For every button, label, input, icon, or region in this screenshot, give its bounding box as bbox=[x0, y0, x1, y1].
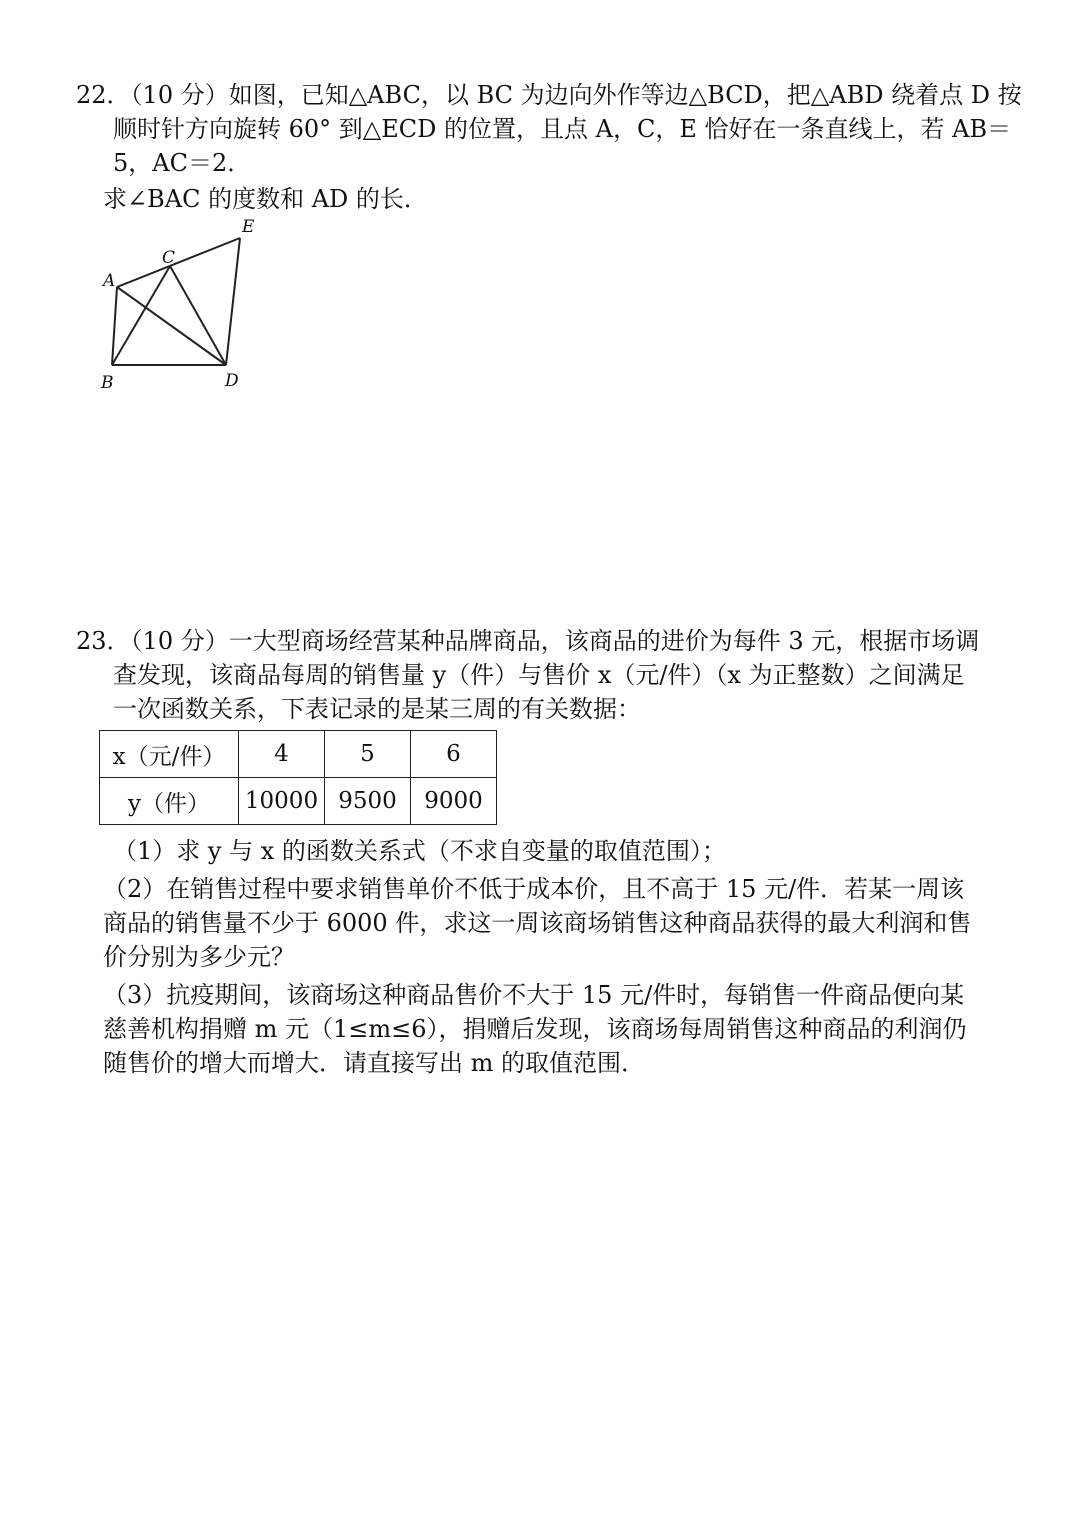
segment-ab bbox=[112, 287, 117, 365]
q23-part-1: （1）求 y 与 x 的函数关系式（不求自变量的取值范围）； bbox=[113, 837, 726, 865]
q23-part-2-line-2: 商品的销售量不少于 6000 件，求这一周该商场销售这种商品获得的最大利润和售 bbox=[103, 909, 972, 937]
q23-score: （10 分） bbox=[130, 627, 229, 655]
label-d: D bbox=[225, 371, 239, 391]
q23-text-line-1: 一大型商场经营某种品牌商品，该商品的进价为每件 3 元，根据市场调 bbox=[228, 627, 980, 655]
label-b: B bbox=[101, 373, 114, 393]
segment-cb bbox=[112, 266, 170, 365]
label-a: A bbox=[103, 271, 116, 291]
segment-ed bbox=[226, 238, 240, 365]
table-row bbox=[100, 778, 497, 825]
q23-number: 23． bbox=[76, 627, 131, 655]
q23-part-3-line-2: 慈善机构捐赠 m 元（1≤m≤6），捐赠后发现，该商场每周销售这种商品的利润仍 bbox=[103, 1015, 967, 1043]
table-cell: 6 bbox=[411, 731, 497, 778]
table-cell: 4 bbox=[239, 731, 325, 778]
geometry-figure bbox=[95, 212, 275, 402]
q23-text-line-2: 查发现，该商品每周的销售量 y（件）与售价 x（元/件）（x 为正整数）之间满足 bbox=[113, 661, 965, 689]
table-cell: 10000 bbox=[239, 778, 325, 825]
q22-score: （10 分） bbox=[130, 81, 229, 109]
q23-part-2-line-3: 价分别为多少元？ bbox=[103, 943, 295, 971]
q23-part-2-line-1: （2）在销售过程中要求销售单价不低于成本价，且不高于 15 元/件．若某一周该 bbox=[103, 875, 965, 903]
q22-text-line-2: 顺时针方向旋转 60° 到△ECD 的位置，且点 A，C，E 恰好在一条直线上，若 AB＝ bbox=[113, 115, 1012, 143]
q22-text-line-3: 5，AC＝2． bbox=[113, 149, 252, 177]
table-row bbox=[100, 731, 497, 778]
q22-line-1 bbox=[76, 80, 1022, 110]
q23-text-line-3: 一次函数关系，下表记录的是某三周的有关数据： bbox=[113, 695, 641, 723]
table-cell: 9500 bbox=[325, 778, 411, 825]
table-cell: 5 bbox=[325, 731, 411, 778]
label-e: E bbox=[242, 217, 255, 237]
table-header-x: x（元/件） bbox=[100, 731, 239, 778]
segment-ad bbox=[117, 287, 226, 365]
q22-text-line-1: 如图，已知△ABC，以 BC 为边向外作等边△BCD，把△ABD 绕着点 D 按 bbox=[228, 81, 1022, 109]
segment-cd bbox=[170, 266, 226, 365]
q22-question: 求∠BAC 的度数和 AD 的长． bbox=[103, 185, 428, 213]
q23-part-3-line-3: 随售价的增大而增大．请直接写出 m 的取值范围． bbox=[103, 1049, 646, 1077]
q23-line-1 bbox=[76, 626, 979, 656]
table-header-y: y（件） bbox=[100, 778, 239, 825]
data-table bbox=[99, 730, 497, 825]
table-cell: 9000 bbox=[411, 778, 497, 825]
label-c: C bbox=[162, 248, 176, 268]
q23-part-3-line-1: （3）抗疫期间，该商场这种商品售价不大于 15 元/件时，每销售一件商品便向某 bbox=[103, 981, 965, 1009]
q22-number: 22． bbox=[76, 81, 131, 109]
